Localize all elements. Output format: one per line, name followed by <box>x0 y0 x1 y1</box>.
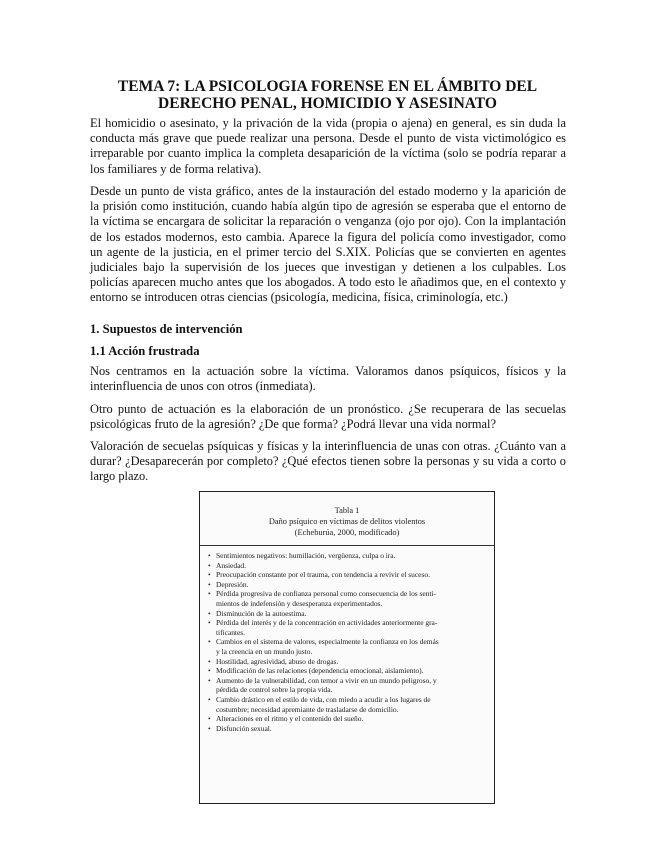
bullet-icon: • <box>208 589 211 599</box>
table-item-text: Preocupación constante por el trauma, con tendencia a revivir el suceso. <box>216 570 430 580</box>
table-item-text: Aumento de la vulnerabilidad, con temor a vivir en un mundo peligroso, y <box>216 675 437 685</box>
bullet-icon: • <box>208 694 211 704</box>
table-list-item <box>207 705 489 715</box>
table-item-text: Pérdida progresiva de confianza personal como consecuencia de los senti- <box>216 589 436 599</box>
bullet-icon: • <box>208 570 211 580</box>
table-list-item <box>207 695 489 705</box>
table-item-text: Disminución de la autoestima. <box>216 608 307 618</box>
table-item-text: costumbre; necesidad apremiante de trasladarse de domicilio. <box>216 704 399 714</box>
table-item-text: Pérdida del interés y de la concentración en actividades anteriormente gra- <box>216 618 438 628</box>
document-title <box>90 78 565 112</box>
table-list-item <box>207 599 489 609</box>
bullet-icon: • <box>208 675 211 685</box>
bullet-icon: • <box>208 608 211 618</box>
heading-supuestos: 1. Supuestos de intervención <box>90 322 243 336</box>
table-source: (Echeburúa, 2000, modificado) <box>294 528 400 537</box>
bullet-icon: • <box>208 579 211 589</box>
table-item-text: Cambios en el sistema de valores, especialmente la confianza en los demás <box>216 637 439 647</box>
table-list-item <box>207 724 489 734</box>
table-list-item <box>207 561 489 571</box>
paragraph-valoracion: Valoración de secuelas psíquicas y físicas y la interinfluencia de unas con otras. ¿Cuánto van a durar? ¿Desaparecerán por completo? ¿Qué efectos tienen sobre la personas y su vida a corto o largo plazo. <box>90 439 566 484</box>
table-list-item <box>207 657 489 667</box>
table-list-item <box>207 714 489 724</box>
table-list-item <box>207 685 489 695</box>
table-list-item <box>207 551 489 561</box>
table-caption: Tabla 1 <box>334 506 360 515</box>
table-item-text: Modificación de las relaciones (dependencia emocional, aislamiento). <box>216 666 424 676</box>
paragraph-history: Desde un punto de vista gráfico, antes de la instauración del estado moderno y la aparición de la prisión como institución, cuando había algún tipo de agresión se esperaba que el entorno de la víctima se encargara de solicitar la reparación o venganza (ojo por ojo). Con la implantación de los estados modernos, esto cambia. Aparece la figura del policía como investigador, como un agente de la justicia, en el primer tercio del S.XIX. Policías que se convierten en agentes judiciales bajo la supervisión de los jueces que investigan y detienen a los culpables. Los policías aparecen mucho antes que los abogados. A todo esto le añadimos que, en el contexto y entorno se introducen otras ciencias (psicología, medicina, física, criminología, etc.) <box>90 184 566 305</box>
paragraph-pronostico: Otro punto de actuación es la elaboración de un pronóstico. ¿Se recuperara de las secuelas psicológicas fruto de la agresión? ¿De que forma? ¿Podrá llevar una vida normal? <box>90 402 566 432</box>
table-list-item <box>207 637 489 647</box>
table-list-item <box>207 676 489 686</box>
title-line-1: TEMA 7: LA PSICOLOGIA FORENSE EN EL ÁMBITO DEL <box>117 78 538 95</box>
table-list-item <box>207 589 489 599</box>
table-list-item <box>207 609 489 619</box>
table-item-text: Alteraciones en el ritmo y el contenido del sueño. <box>216 714 364 724</box>
table-list-item <box>207 647 489 657</box>
bullet-icon: • <box>208 560 211 570</box>
bullet-icon: • <box>208 551 211 560</box>
bullet-icon: • <box>208 714 211 724</box>
title-line-2: DERECHO PENAL, HOMICIDIO Y ASESINATO <box>158 95 497 112</box>
table-item-text: y la creencia en un mundo justo. <box>216 646 313 656</box>
table-title: Daño psíquico en víctimas de delitos violentos <box>268 517 426 526</box>
table-item-text: Sentimientos negativos: humillación, vergüenza, culpa o ira. <box>216 551 396 560</box>
table-list-item <box>207 618 489 628</box>
bullet-icon: • <box>208 656 211 666</box>
heading-accion-frustrada: 1.1 Acción frustrada <box>90 344 200 358</box>
table-item-text: Cambio drástico en el estilo de vida, con miedo a acudir a los lugares de <box>216 694 431 704</box>
paragraph-intro: El homicidio o asesinato, y la privación de la vida (propia o ajena) en general, es sin duda la conducta más grave que puede realizar una persona. Desde el punto de vista victimológico es irreparable por cuanto implica la completa desaparición de la víctima (solo se podría reparar a los familiares y de forma relativa). <box>90 116 566 176</box>
table-items <box>207 551 489 733</box>
bullet-icon: • <box>208 637 211 647</box>
table-item-text: mientos de indefensión y desesperanza experimentados. <box>216 598 383 608</box>
paragraph-actuacion: Nos centramos en la actuación sobre la víctima. Valoramos danos psíquicos, físicos y la interinfluencia de unos con otros (inmediata). <box>90 364 566 394</box>
bullet-icon: • <box>208 723 211 733</box>
table-item-text: Ansiedad. <box>216 560 246 570</box>
table-list-item <box>207 628 489 638</box>
table-item-text: Depresión. <box>216 579 249 589</box>
table-list-item <box>207 580 489 590</box>
table-item-text: Hostilidad, agresividad, abuso de drogas. <box>216 656 339 666</box>
bullet-icon: • <box>208 618 211 628</box>
bullet-icon: • <box>208 666 211 676</box>
scanned-table <box>199 491 495 804</box>
table-item-text: pérdida de control sobre la propia vida. <box>216 685 333 695</box>
table-item-text: tificantes. <box>216 627 245 637</box>
table-divider <box>200 545 494 546</box>
table-list-item <box>207 666 489 676</box>
table-item-text: Disfunción sexual. <box>216 723 272 733</box>
table-list-item <box>207 570 489 580</box>
